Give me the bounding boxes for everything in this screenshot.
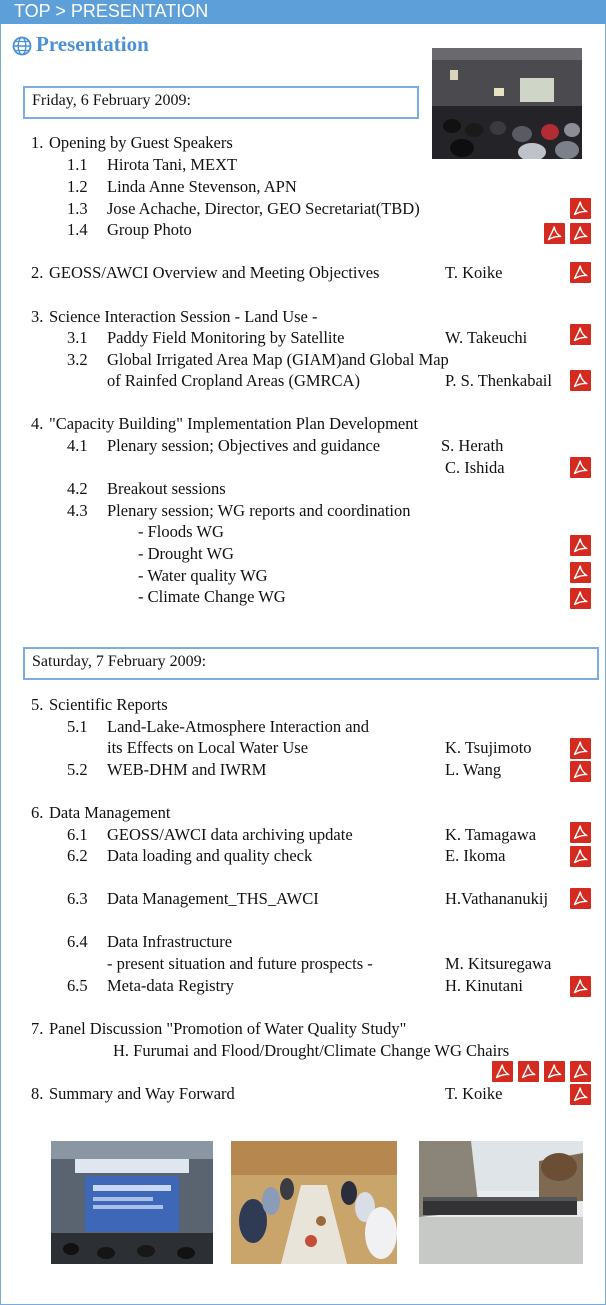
item-number: 3.2 (67, 350, 88, 369)
item-number: 7. (31, 1019, 44, 1038)
item-title: - Climate Change WG (138, 587, 286, 606)
item-title: "Capacity Building" Implementation Plan Development (49, 414, 419, 433)
breadcrumb[interactable]: TOP > PRESENTATION (14, 1, 209, 21)
item-title: Meta-data Registry (107, 976, 234, 995)
item-number: 1. (31, 133, 44, 152)
item-number: 4.2 (67, 479, 88, 498)
pdf-icon[interactable] (570, 324, 591, 345)
item-speaker: S. Herath (441, 436, 504, 455)
item-number: 4.1 (67, 436, 88, 455)
item-number: 2. (31, 263, 44, 282)
breadcrumb-bar (0, 0, 606, 24)
pdf-icon[interactable] (570, 822, 591, 843)
item-title: Scientific Reports (49, 695, 168, 714)
item-speaker: L. Wang (445, 760, 502, 779)
pdf-icon[interactable] (570, 262, 591, 283)
item-speaker: C. Ishida (445, 458, 505, 477)
pdf-icon[interactable] (570, 738, 591, 759)
item-title: Global Irrigated Area Map (GIAM)and Global Map (107, 350, 449, 369)
item-number: 6. (31, 803, 44, 822)
day-label: Friday, 6 February 2009: (32, 92, 191, 109)
item-number: 6.1 (67, 825, 88, 844)
item-title: Jose Achache, Director, GEO Secretariat(TBD) (107, 199, 420, 218)
item-title: - present situation and future prospects - (107, 954, 373, 973)
item-number: 3.1 (67, 328, 88, 347)
item-speaker: K. Tamagawa (445, 825, 537, 844)
item-title: its Effects on Local Water Use (107, 738, 309, 757)
pdf-icon[interactable] (518, 1061, 539, 1082)
pdf-icon[interactable] (570, 1061, 591, 1082)
auditorium-photo[interactable] (51, 1141, 213, 1264)
item-title: Data Management (49, 803, 171, 822)
item-title: GEOSS/AWCI Overview and Meeting Objectives (49, 263, 380, 282)
item-title: Linda Anne Stevenson, APN (107, 177, 297, 196)
item-speaker: H. Kinutani (445, 976, 523, 995)
item-title: WEB-DHM and IWRM (107, 760, 267, 779)
item-speaker: M. Kitsuregawa (445, 954, 552, 973)
item-number: 8. (31, 1084, 44, 1103)
pdf-icon[interactable] (570, 223, 591, 244)
item-title: Paddy Field Monitoring by Satellite (107, 328, 345, 347)
item-number: 6.3 (67, 889, 88, 908)
dinner-photo[interactable] (231, 1141, 397, 1264)
pdf-icon[interactable] (570, 562, 591, 583)
item-speaker: K. Tsujimoto (445, 738, 532, 757)
pdf-icon[interactable] (570, 761, 591, 782)
item-title: Data Management_THS_AWCI (107, 889, 319, 908)
item-number: 6.4 (67, 932, 88, 951)
item-title: Data loading and quality check (107, 846, 313, 865)
pdf-icon[interactable] (570, 846, 591, 867)
item-title: Data Infrastructure (107, 932, 233, 951)
item-speaker: H.Vathananukij (445, 889, 549, 908)
pdf-icon[interactable] (492, 1061, 513, 1082)
item-number: 5.2 (67, 760, 88, 779)
item-title: Summary and Way Forward (49, 1084, 235, 1103)
item-title: Plenary session; WG reports and coordination (107, 501, 411, 520)
item-speaker: T. Koike (445, 1084, 503, 1103)
item-number: 1.1 (67, 155, 88, 174)
page-title: Presentation (36, 32, 149, 56)
item-number: 3. (31, 307, 44, 326)
item-number: 4. (31, 414, 44, 433)
item-number: 4.3 (67, 501, 88, 520)
item-number: 1.4 (67, 220, 88, 239)
item-title: GEOSS/AWCI data archiving update (107, 825, 353, 844)
pdf-icon[interactable] (570, 370, 591, 391)
item-number: 1.2 (67, 177, 88, 196)
item-title: - Floods WG (138, 522, 224, 541)
item-speaker: P. S. Thenkabail (445, 371, 552, 390)
item-title: of Rainfed Cropland Areas (GMRCA) (107, 371, 360, 390)
item-speaker: W. Takeuchi (445, 328, 528, 347)
pdf-icon[interactable] (570, 588, 591, 609)
item-number: 1.3 (67, 199, 88, 218)
pdf-icon[interactable] (544, 1061, 565, 1082)
item-number: 5. (31, 695, 44, 714)
item-speaker: T. Koike (445, 263, 503, 282)
item-title: Panel Discussion "Promotion of Water Quality Study" (49, 1019, 407, 1038)
day-header-saturday (23, 647, 599, 680)
conference-photo[interactable] (432, 48, 582, 159)
item-title: Science Interaction Session - Land Use - (49, 307, 318, 326)
item-number: 6.2 (67, 846, 88, 865)
item-title: H. Furumai and Flood/Drought/Climate Change WG Chairs (113, 1041, 510, 1060)
pdf-icon[interactable] (544, 223, 565, 244)
item-title: Plenary session; Objectives and guidance (107, 436, 381, 455)
group-outdoor-photo[interactable] (419, 1141, 583, 1264)
pdf-icon[interactable] (570, 976, 591, 997)
day-label: Saturday, 7 February 2009: (32, 653, 207, 670)
item-title: Land-Lake-Atmosphere Interaction and (107, 717, 370, 736)
item-title: Breakout sessions (107, 479, 226, 498)
item-speaker: E. Ikoma (445, 846, 506, 865)
pdf-icon[interactable] (570, 1084, 591, 1105)
item-title: Opening by Guest Speakers (49, 133, 233, 152)
item-title: - Drought WG (138, 544, 234, 563)
item-number: 5.1 (67, 717, 88, 736)
globe-icon (12, 36, 32, 56)
pdf-icon[interactable] (570, 457, 591, 478)
pdf-icon[interactable] (570, 888, 591, 909)
pdf-icon[interactable] (570, 535, 591, 556)
item-title: - Water quality WG (138, 566, 268, 585)
item-number: 6.5 (67, 976, 88, 995)
item-title: Group Photo (107, 220, 192, 239)
pdf-icon[interactable] (570, 198, 591, 219)
item-title: Hirota Tani, MEXT (107, 155, 238, 174)
day-header-friday (23, 86, 419, 119)
